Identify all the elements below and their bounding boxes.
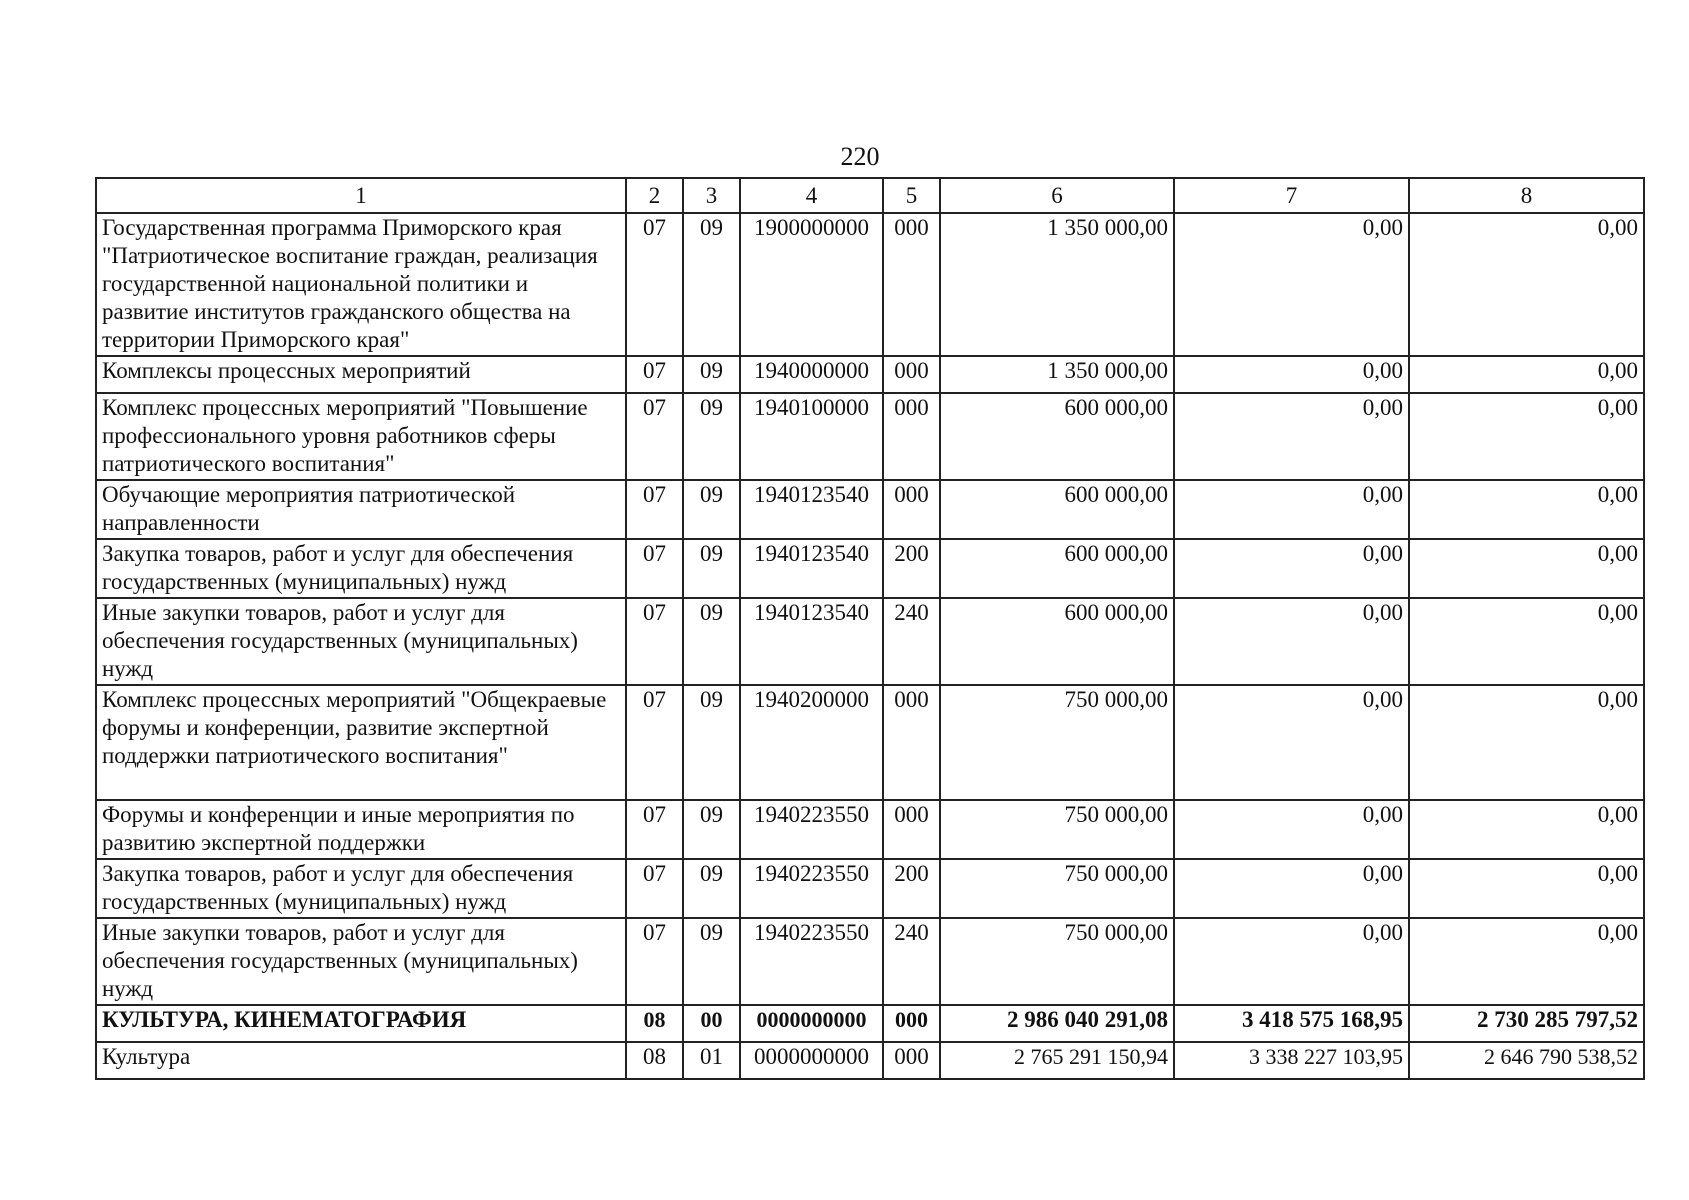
- row-name: Культура: [96, 1042, 626, 1079]
- row-name: Иные закупки товаров, работ и услуг для обеспечения государственных (муниципальных) нужд: [96, 598, 626, 685]
- header-row: [96, 178, 1644, 213]
- row-target-article: 1900000000: [740, 213, 883, 356]
- row-subsection: 09: [683, 213, 740, 356]
- column-header-target-article: 4: [740, 178, 883, 213]
- row-subsection: 00: [683, 1005, 740, 1042]
- row-target-article: 1940200000: [740, 685, 883, 800]
- row-subsection: 09: [683, 859, 740, 918]
- column-header-year-1: 6: [940, 178, 1174, 213]
- row-amount-year-2: 0,00: [1174, 685, 1409, 800]
- column-header-year-3: 8: [1409, 178, 1644, 213]
- row-expense-type: 240: [883, 918, 940, 1005]
- row-target-article: 1940223550: [740, 859, 883, 918]
- budget-table: [95, 177, 1645, 1080]
- row-amount-year-1: 1 350 000,00: [940, 356, 1174, 393]
- row-amount-year-1: 750 000,00: [940, 685, 1174, 800]
- row-amount-year-1: 600 000,00: [940, 539, 1174, 598]
- row-amount-year-1: 750 000,00: [940, 918, 1174, 1005]
- row-subsection: 09: [683, 918, 740, 1005]
- row-amount-year-2: 0,00: [1174, 800, 1409, 859]
- table-row: [96, 598, 1644, 685]
- row-expense-type: 000: [883, 356, 940, 393]
- row-subsection: 01: [683, 1042, 740, 1079]
- table-row: [96, 356, 1644, 393]
- row-name: Обучающие мероприятия патриотической направленности: [96, 480, 626, 539]
- row-target-article: 0000000000: [740, 1005, 883, 1042]
- row-amount-year-3: 0,00: [1409, 480, 1644, 539]
- row-subsection: 09: [683, 685, 740, 800]
- row-section: 07: [626, 393, 683, 480]
- column-header-expense-type: 5: [883, 178, 940, 213]
- row-amount-year-3: 0,00: [1409, 598, 1644, 685]
- row-amount-year-1: 750 000,00: [940, 800, 1174, 859]
- row-section: 07: [626, 685, 683, 800]
- column-header-subsection: 3: [683, 178, 740, 213]
- row-subsection: 09: [683, 480, 740, 539]
- row-section: 07: [626, 480, 683, 539]
- row-section: 07: [626, 918, 683, 1005]
- column-header-section: 2: [626, 178, 683, 213]
- table-row: [96, 213, 1644, 356]
- row-amount-year-3: 2 646 790 538,52: [1409, 1042, 1644, 1079]
- row-amount-year-2: 0,00: [1174, 859, 1409, 918]
- row-target-article: 1940123540: [740, 480, 883, 539]
- row-name: Закупка товаров, работ и услуг для обеспечения государственных (муниципальных) нужд: [96, 859, 626, 918]
- row-amount-year-2: 0,00: [1174, 480, 1409, 539]
- row-target-article: 1940223550: [740, 800, 883, 859]
- row-name: Комплексы процессных мероприятий: [96, 356, 626, 393]
- row-amount-year-3: 0,00: [1409, 685, 1644, 800]
- row-amount-year-3: 0,00: [1409, 393, 1644, 480]
- row-amount-year-3: 0,00: [1409, 859, 1644, 918]
- row-amount-year-3: 0,00: [1409, 213, 1644, 356]
- row-amount-year-1: 600 000,00: [940, 480, 1174, 539]
- row-target-article: 1940123540: [740, 598, 883, 685]
- row-subsection: 09: [683, 539, 740, 598]
- column-header-name: 1: [96, 178, 626, 213]
- row-amount-year-2: 3 418 575 168,95: [1174, 1005, 1409, 1042]
- row-section: 07: [626, 213, 683, 356]
- table-row: [96, 800, 1644, 859]
- row-name: КУЛЬТУРА, КИНЕМАТОГРАФИЯ: [96, 1005, 626, 1042]
- row-target-article: 0000000000: [740, 1042, 883, 1079]
- table-row: [96, 393, 1644, 480]
- row-expense-type: 200: [883, 859, 940, 918]
- row-amount-year-2: 0,00: [1174, 539, 1409, 598]
- row-target-article: 1940000000: [740, 356, 883, 393]
- table-row: [96, 918, 1644, 1005]
- row-amount-year-1: 600 000,00: [940, 393, 1174, 480]
- table-row: [96, 539, 1644, 598]
- row-amount-year-3: 0,00: [1409, 539, 1644, 598]
- row-expense-type: 240: [883, 598, 940, 685]
- row-amount-year-2: 0,00: [1174, 393, 1409, 480]
- row-amount-year-1: 750 000,00: [940, 859, 1174, 918]
- row-amount-year-1: 600 000,00: [940, 598, 1174, 685]
- row-expense-type: 000: [883, 213, 940, 356]
- row-target-article: 1940100000: [740, 393, 883, 480]
- row-expense-type: 000: [883, 480, 940, 539]
- row-subsection: 09: [683, 598, 740, 685]
- row-name: Государственная программа Приморского края "Патриотическое воспитание граждан, реализация государственной национальной политики и развитие институтов гражданского общества на территории Приморского края": [96, 213, 626, 356]
- table-row: [96, 1042, 1644, 1079]
- row-subsection: 09: [683, 800, 740, 859]
- row-expense-type: 000: [883, 800, 940, 859]
- row-expense-type: 000: [883, 685, 940, 800]
- row-subsection: 09: [683, 393, 740, 480]
- row-section: 07: [626, 859, 683, 918]
- row-name: Форумы и конференции и иные мероприятия по развитию экспертной поддержки: [96, 800, 626, 859]
- row-name: Комплекс процессных мероприятий "Повышение профессионального уровня работников сферы патриотического воспитания": [96, 393, 626, 480]
- row-amount-year-1: 1 350 000,00: [940, 213, 1174, 356]
- row-name: Комплекс процессных мероприятий "Общекраевые форумы и конференции, развитие экспертной поддержки патриотического воспитания": [96, 685, 626, 800]
- row-expense-type: 000: [883, 1005, 940, 1042]
- page-number: 220: [840, 142, 880, 171]
- row-section: 07: [626, 800, 683, 859]
- row-name: Закупка товаров, работ и услуг для обеспечения государственных (муниципальных) нужд: [96, 539, 626, 598]
- row-target-article: 1940223550: [740, 918, 883, 1005]
- column-header-year-2: 7: [1174, 178, 1409, 213]
- row-section: 07: [626, 598, 683, 685]
- row-amount-year-3: 2 730 285 797,52: [1409, 1005, 1644, 1042]
- row-amount-year-2: 3 338 227 103,95: [1174, 1042, 1409, 1079]
- row-amount-year-2: 0,00: [1174, 356, 1409, 393]
- row-expense-type: 000: [883, 393, 940, 480]
- row-section: 07: [626, 356, 683, 393]
- row-amount-year-1: 2 986 040 291,08: [940, 1005, 1174, 1042]
- row-section: 08: [626, 1042, 683, 1079]
- row-expense-type: 000: [883, 1042, 940, 1079]
- row-amount-year-3: 0,00: [1409, 918, 1644, 1005]
- row-amount-year-1: 2 765 291 150,94: [940, 1042, 1174, 1079]
- row-amount-year-3: 0,00: [1409, 800, 1644, 859]
- row-amount-year-2: 0,00: [1174, 918, 1409, 1005]
- table-row: [96, 859, 1644, 918]
- row-target-article: 1940123540: [740, 539, 883, 598]
- row-section: 08: [626, 1005, 683, 1042]
- table-row: [96, 685, 1644, 800]
- row-amount-year-2: 0,00: [1174, 213, 1409, 356]
- row-expense-type: 200: [883, 539, 940, 598]
- row-subsection: 09: [683, 356, 740, 393]
- row-section: 07: [626, 539, 683, 598]
- table-row-section-total: [96, 1005, 1644, 1042]
- row-name: Иные закупки товаров, работ и услуг для обеспечения государственных (муниципальных) нужд: [96, 918, 626, 1005]
- row-amount-year-3: 0,00: [1409, 356, 1644, 393]
- table-row: [96, 480, 1644, 539]
- row-amount-year-2: 0,00: [1174, 598, 1409, 685]
